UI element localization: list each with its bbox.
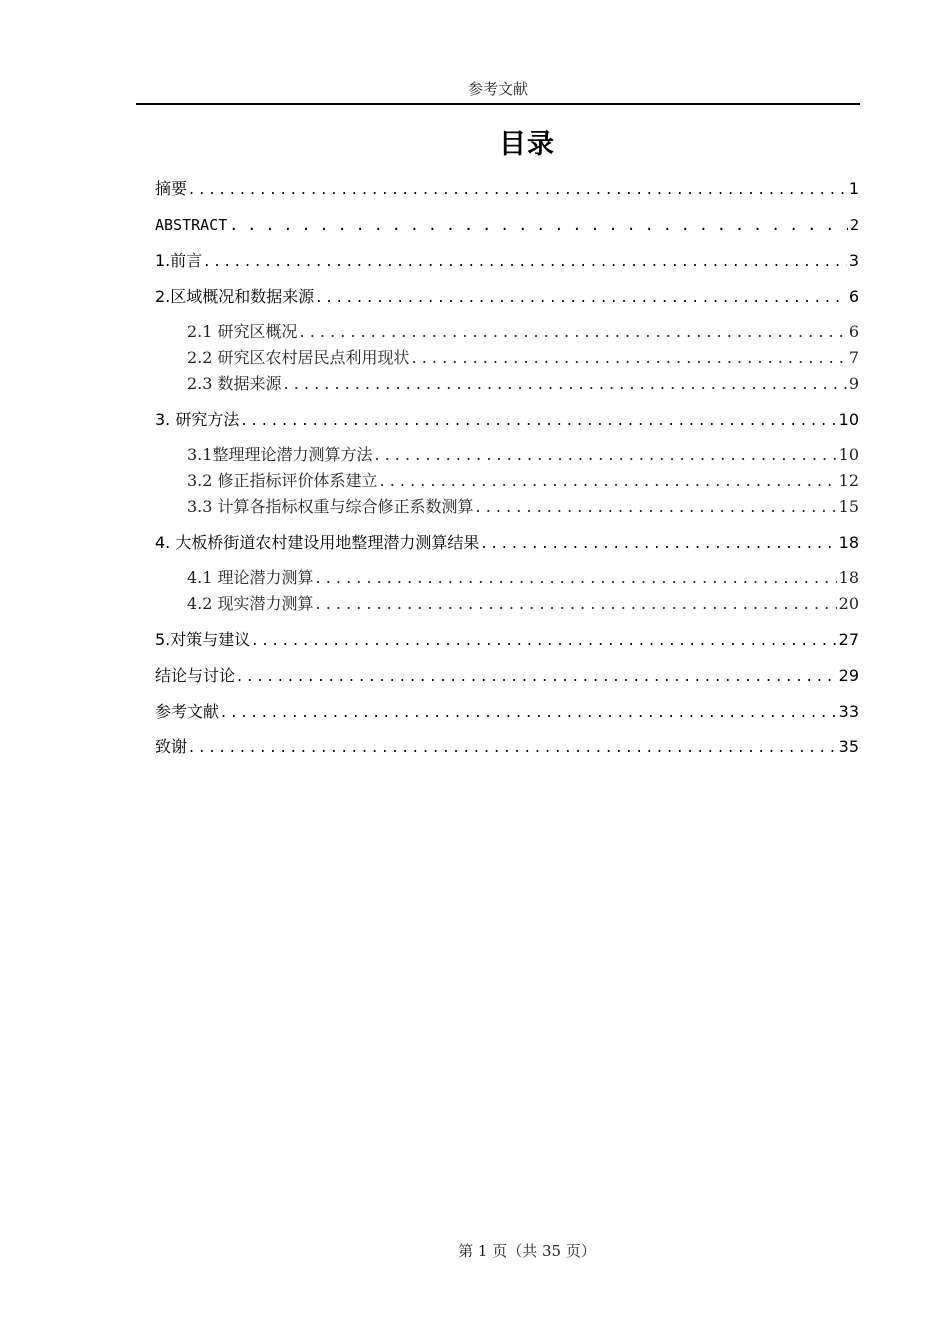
toc-entry-references[interactable] — [155, 702, 859, 722]
toc-entry-section-3-1[interactable] — [155, 445, 859, 465]
page-footer: 第 1 页（共 35 页） — [458, 1242, 596, 1260]
toc-entry-abstract-cn[interactable] — [155, 179, 859, 199]
toc-entry-section-3-2[interactable] — [155, 471, 859, 491]
toc-entry-section-4[interactable] — [155, 533, 859, 553]
dot-leader — [316, 287, 847, 307]
toc-page-number: 18 — [838, 568, 859, 587]
toc-label: 1.前言 — [155, 251, 203, 270]
dot-leader — [221, 702, 837, 722]
dot-leader — [229, 215, 848, 235]
toc-entry-section-3-3[interactable] — [155, 497, 859, 517]
toc-page-number: 1 — [848, 179, 859, 198]
toc-page-number: 20 — [838, 594, 859, 613]
dot-leader — [252, 630, 836, 650]
toc-page-number: 33 — [838, 702, 859, 721]
toc-label: 3.3 计算各指标权重与综合修正系数测算 — [187, 497, 474, 516]
toc-page-number: 29 — [838, 666, 859, 685]
toc-page-number: 7 — [848, 348, 859, 367]
dot-leader — [476, 497, 837, 517]
toc-page-number: 12 — [838, 471, 859, 490]
dot-leader — [316, 594, 837, 614]
dot-leader — [189, 179, 847, 199]
toc-label: 致谢 — [155, 737, 188, 756]
toc-label: 3.2 修正指标评价体系建立 — [187, 471, 378, 490]
toc-label: 2.2 研究区农村居民点利用现状 — [187, 348, 410, 367]
toc-entry-section-2-3[interactable] — [155, 374, 859, 394]
toc-label: 4. 大板桥街道农村建设用地整理潜力测算结果 — [155, 533, 480, 552]
toc-label: 2.3 数据来源 — [187, 374, 282, 393]
toc-page-number: 3 — [848, 251, 859, 270]
toc-entry-acknowledgements[interactable] — [155, 737, 859, 757]
toc-page-number: 35 — [838, 737, 859, 756]
toc-label: 结论与讨论 — [155, 666, 236, 685]
dot-leader — [374, 445, 836, 465]
toc-entry-section-2[interactable] — [155, 287, 859, 307]
toc-page-number: 10 — [838, 445, 859, 464]
toc-page-number: 6 — [848, 322, 859, 341]
toc-entry-section-4-2[interactable] — [155, 594, 859, 614]
toc-label: 摘要 — [155, 179, 188, 198]
toc-entry-section-4-1[interactable] — [155, 568, 859, 588]
toc-page-number: 15 — [838, 497, 859, 516]
toc-entry-section-2-2[interactable] — [155, 348, 859, 368]
dot-leader — [189, 737, 837, 757]
toc-page-number: 6 — [848, 287, 859, 306]
toc-label: 3.1整理理论潜力测算方法 — [187, 445, 373, 464]
toc-entry-conclusion[interactable] — [155, 666, 859, 686]
toc-entry-section-3[interactable] — [155, 410, 859, 430]
dot-leader — [380, 471, 837, 491]
toc-label: 参考文献 — [155, 702, 220, 721]
toc-entry-section-2-1[interactable] — [155, 322, 859, 342]
toc-label: 5.对策与建议 — [155, 630, 251, 649]
toc-label: 2.1 研究区概况 — [187, 322, 298, 341]
dot-leader — [316, 568, 837, 588]
header-rule — [136, 103, 860, 105]
toc-page-number: 2 — [849, 216, 859, 234]
toc-page-number: 10 — [838, 410, 859, 429]
toc-label: 2.区域概况和数据来源 — [155, 287, 315, 306]
dot-leader — [237, 666, 837, 686]
dot-leader — [241, 410, 836, 430]
toc-title: 目录 — [499, 129, 555, 160]
dot-leader — [481, 533, 836, 553]
toc-page-number: 27 — [838, 630, 859, 649]
toc-entry-section-5[interactable] — [155, 630, 859, 650]
toc-label: 4.1 理论潜力测算 — [187, 568, 314, 587]
toc-page-number: 18 — [838, 533, 859, 552]
running-header: 参考文献 — [467, 80, 528, 98]
toc-label: 3. 研究方法 — [155, 410, 240, 429]
dot-leader — [204, 251, 847, 271]
toc-entry-introduction[interactable] — [155, 251, 859, 271]
toc-entry-abstract-en[interactable] — [155, 215, 859, 235]
dot-leader — [300, 322, 847, 342]
toc-page-number: 9 — [848, 374, 859, 393]
dot-leader — [412, 348, 847, 368]
dot-leader — [284, 374, 847, 394]
toc-label: 4.2 现实潜力测算 — [187, 594, 314, 613]
toc-label: ABSTRACT — [155, 216, 228, 234]
